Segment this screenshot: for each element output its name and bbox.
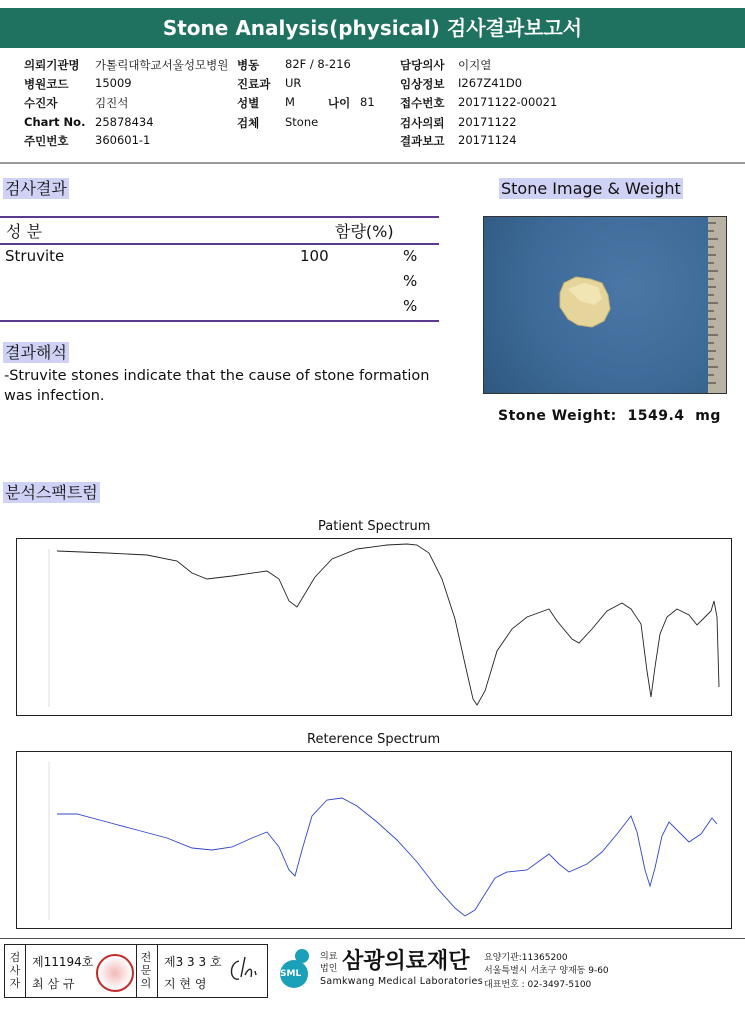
info-value: I267Z41D0 [458,76,523,90]
info-label: 병원코드 [24,77,69,91]
stone-heading: Stone Image & Weight [501,179,681,198]
org-prefix-bottom: 법인 [320,964,338,974]
footer-divider [0,938,745,939]
info-label: 결과보고 [400,134,445,148]
interpretation-heading: 결과해석 [5,343,67,362]
info-value: Stone [285,115,319,129]
info-value: UR [285,76,302,90]
info-value: 360601-1 [95,133,151,147]
inspector-name: 최 삼 규 [32,977,75,991]
info-value: 20171124 [458,133,517,147]
org-english-name: Samkwang Medical Laboratories [320,976,483,987]
inspector-label: 검사자 [9,951,21,990]
reference-spectrum-plot [17,752,731,928]
interpretation-text: -Struvite stones indicate that the cause of stone formation was infection. [4,368,430,404]
info-label: 진료과 [237,77,271,91]
divider [0,162,745,164]
info-label: Chart No. [24,115,86,129]
column-header-amount: 함량(%) [335,222,394,241]
stone-image [484,217,726,393]
spectrum-heading: 분석스팩트럼 [5,483,98,502]
info-value: 가톨릭대학교서울성모병원 [95,58,229,72]
inspector-number: 제11194호 [32,955,94,969]
org-phone: 대표번호 : 02-3497-5100 [484,980,592,990]
patient-spectrum-line [57,544,719,705]
info-value: M [285,95,295,109]
sml-logo-icon [272,946,316,990]
info-label: 병동 [237,58,260,72]
reference-spectrum-chart [16,751,732,929]
info-value: 25878434 [95,115,154,129]
info-label: 담당의사 [400,58,445,72]
signature-box [4,944,268,998]
stone-photo [483,216,727,394]
info-label: 주민번호 [24,134,69,148]
patient-spectrum-chart [16,538,732,716]
column-header-component: 성 분 [6,222,42,241]
info-label: 성별 [237,96,260,110]
info-label: 검사의뢰 [400,116,445,130]
weight-value: 1549.4 [627,408,685,424]
info-value: 82F / 8-216 [285,57,351,71]
specialist-signature [225,953,261,989]
report-title: Stone Analysis(physical) 검사결과보고서 [0,8,745,48]
org-address: 서울특별시 서초구 양재동 9-60 [484,966,609,976]
specialist-name: 지 현 영 [164,977,207,991]
specialist-number: 제3 3 3 호 [164,955,222,969]
specialist-label: 전문의 [140,951,152,990]
stone-weight [498,408,721,424]
org-prefix-top: 의료 [320,952,338,962]
reference-spectrum-title: Reterence Spectrum [307,732,441,747]
results-heading: 검사결과 [5,179,67,198]
table-header-line [0,243,439,245]
info-value: 김진석 [95,96,129,110]
info-value: 15009 [95,76,132,90]
reference-spectrum-line [57,798,717,916]
info-label: 임상정보 [400,77,445,91]
result-unit: % [403,247,418,265]
info-label: 의뢰기관명 [24,58,80,72]
result-amount: 100 [300,247,329,265]
org-name: 삼광의료재단 [342,949,470,974]
patient-spectrum-plot [17,539,731,715]
info-label: 수진자 [24,96,58,110]
info-value: 이지열 [458,58,492,72]
patient-spectrum-title: Patient Spectrum [318,519,431,534]
info-label: 접수번호 [400,96,445,110]
weight-label: Stone Weight: [498,408,617,424]
weight-unit: mg [695,408,721,424]
info-value: 81 [360,95,375,109]
org-code: 요양기관:11365200 [484,953,568,963]
inspector-seal [96,954,134,992]
info-label: 검체 [237,116,260,130]
info-value: 20171122 [458,115,517,129]
result-component: Struvite [5,247,65,265]
logo-text: SML [280,969,302,979]
table-top-line [0,216,439,218]
result-unit: % [403,297,418,315]
table-bottom-line [0,320,439,322]
info-value: 20171122-00021 [458,95,558,109]
result-unit: % [403,272,418,290]
org-logo [272,946,316,990]
info-label: 나이 [328,96,351,110]
